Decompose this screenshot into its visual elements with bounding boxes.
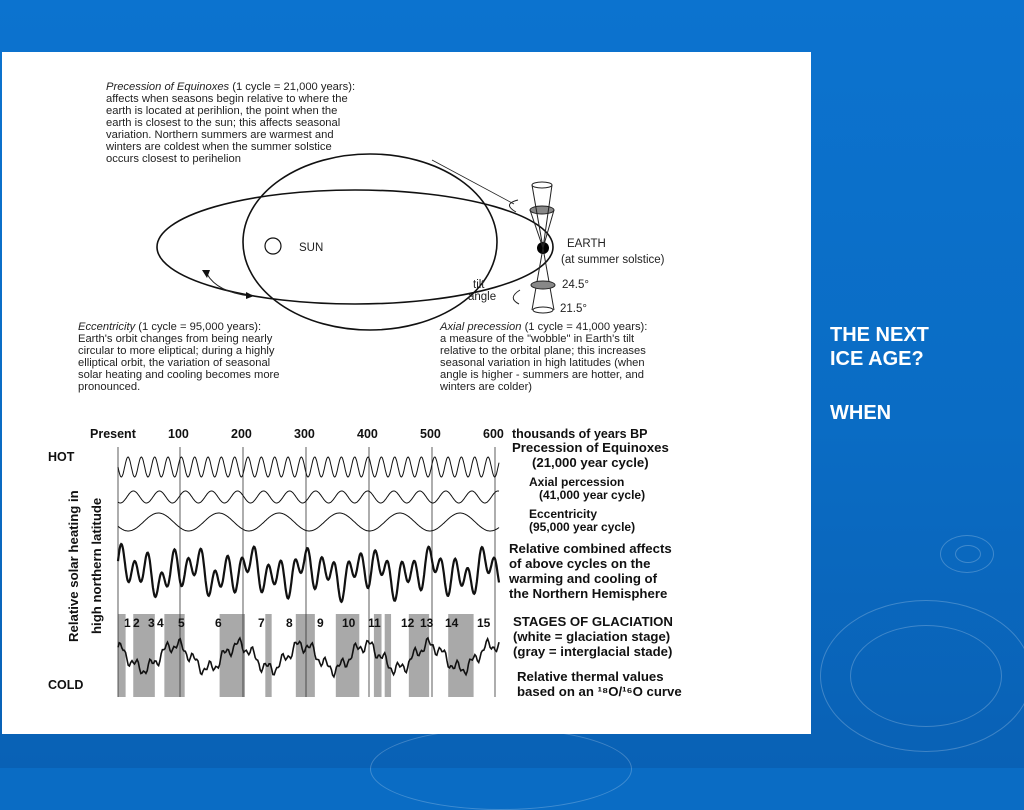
thermal-label: Relative thermal values (517, 669, 664, 684)
stage-number: 3 (148, 616, 155, 630)
stages-label: (white = glaciation stage) (513, 629, 671, 644)
stage-number: 11 (368, 616, 381, 630)
precession-text-line: earth is located at perihlion, the point when the (106, 105, 338, 117)
diagram-panel (2, 52, 811, 734)
precession-curve (118, 457, 499, 477)
precession-text-line: earth is closest to the sun; this affects seasonal (106, 117, 341, 129)
eccentricity-text-line: Earth's orbit changes from being nearly (78, 333, 273, 345)
axial-text-line: relative to the orbital plane; this increases (440, 345, 646, 357)
precession-text-line: occurs closest to perihelion (106, 153, 241, 165)
axial-text-line: seasonal variation in high latitudes (when (440, 357, 645, 369)
eccentricity-curve (118, 513, 499, 531)
eccentricity-arrow (207, 274, 250, 296)
precession-text-line: winters are coldest when the summer solstice (106, 141, 332, 153)
x-tick-label: 100 (168, 427, 189, 441)
series-sublabel: (95,000 year cycle) (529, 520, 636, 534)
combined-label: warming and cooling of (509, 571, 657, 586)
tilt-label: angle (468, 291, 497, 303)
orbital-cycles-figure (2, 52, 811, 734)
x-tick-label: 500 (420, 427, 441, 441)
interglacial-band (220, 614, 245, 697)
interglacial-band (296, 614, 315, 697)
combined-curve (118, 544, 499, 602)
stage-number: 5 (178, 616, 185, 630)
pointer-line (432, 160, 514, 204)
eccentricity-text-line: pronounced. (78, 381, 141, 393)
axial-text-line: a measure of the "wobble" in Earth's tilt (440, 333, 635, 345)
precession-text-block (105, 93, 348, 165)
earth-orbit-ellipse (157, 190, 553, 304)
ripple-decoration (850, 625, 1002, 727)
stages-label: (gray = interglacial stade) (513, 644, 673, 659)
tilt-label: tilt (473, 279, 485, 291)
x-tick-label: 400 (357, 427, 378, 441)
series-sublabel: (41,000 year cycle) (539, 488, 646, 502)
eccentricity-text-block (78, 333, 280, 393)
hot-label: HOT (48, 450, 75, 464)
y-axis-label: Relative solar heating in (66, 490, 81, 642)
eccentricity-text-line: circular to more eliptical; during a highly (78, 345, 275, 357)
precession-text-line: Precession of Equinoxes (1 cycle = 21,000 years): (106, 81, 356, 93)
x-axis-unit: thousands of years BP (512, 427, 648, 441)
stage-number: 15 (477, 616, 491, 630)
arrow-head (246, 292, 254, 299)
stage-number: 2 (133, 616, 140, 630)
eccentricity-text-line: Eccentricity (1 cycle = 95,000 years): (78, 321, 262, 333)
precession-text-line: variation. Northern summers are warmest and (106, 129, 334, 141)
title-line: THE NEXT (830, 324, 929, 346)
ripple-decoration (955, 545, 981, 563)
axial-text-line: angle is higher - summers are hotter, and (440, 369, 644, 381)
cycles-chart (48, 427, 682, 699)
stage-number: 13 (420, 616, 434, 630)
earth-sublabel: (at summer solstice) (561, 254, 665, 266)
stage-number: 9 (317, 616, 324, 630)
slide-title (830, 323, 1010, 371)
stage-number: 1 (124, 616, 131, 630)
axial-text-line: winters are colder) (440, 381, 533, 393)
combined-label: of above cycles on the (509, 556, 651, 571)
series-sublabel: (21,000 year cycle) (532, 455, 649, 470)
interglacial-band (265, 614, 271, 697)
axial-text-block (439, 333, 646, 393)
stage-number: 6 (215, 616, 222, 630)
angle-low-label: 21.5° (560, 303, 587, 315)
y-axis-label: high northern latitude (89, 497, 104, 634)
x-axis-ticks (90, 427, 504, 441)
combined-label: the Northern Hemisphere (509, 586, 668, 601)
axial-curve (118, 491, 499, 503)
thermal-label: based on an ¹⁸O/¹⁶O curve (517, 684, 682, 699)
series-label: Axial percession (529, 475, 625, 489)
eccentricity-text-line: solar heating and cooling becomes more (78, 369, 280, 381)
slide-subtitle: WHEN (830, 402, 892, 424)
stage-number: 7 (258, 616, 265, 630)
combined-label: Relative combined affects (509, 541, 672, 556)
sun-icon (265, 238, 281, 254)
stage-number: 12 (401, 616, 415, 630)
x-tick-label: 300 (294, 427, 315, 441)
stage-number: 10 (342, 616, 356, 630)
stage-number: 4 (157, 616, 164, 630)
orbit-diagram (78, 81, 665, 393)
x-tick-label: 600 (483, 427, 504, 441)
precession-text-line: affects when seasons begin relative to where the (106, 93, 348, 105)
stages-label: STAGES OF GLACIATION (513, 614, 673, 629)
x-tick-label: 200 (231, 427, 252, 441)
cold-label: COLD (48, 678, 84, 692)
series-label: Eccentricity (529, 507, 598, 521)
angle-high-label: 24.5° (562, 279, 589, 291)
x-tick-label: Present (90, 427, 136, 441)
sun-label: SUN (299, 242, 324, 254)
axial-text-line: Axial precession (1 cycle = 41,000 years): (440, 321, 648, 333)
series-label: Precession of Equinoxes (512, 440, 669, 455)
series-labels (508, 440, 682, 699)
title-line: ICE AGE? (830, 348, 924, 370)
stage-number: 14 (445, 616, 459, 630)
ripple-decoration (370, 728, 632, 810)
eccentricity-text-line: elliptical orbit, the variation of seasonal (78, 357, 271, 369)
earth-label: EARTH (567, 238, 606, 250)
stage-number: 8 (286, 616, 293, 630)
